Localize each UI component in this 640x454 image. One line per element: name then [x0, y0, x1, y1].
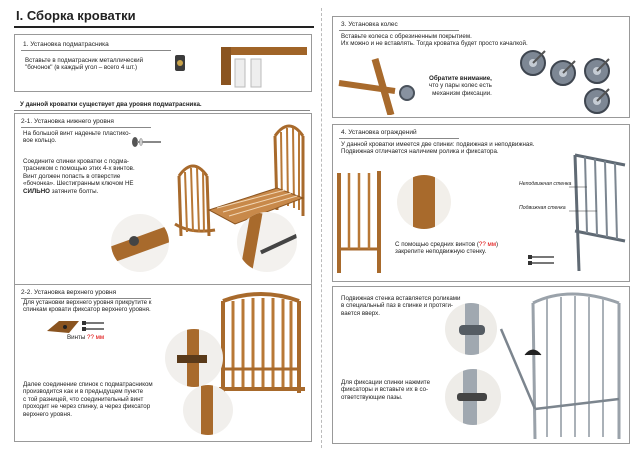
- section-2-2-detail-photo-2: [183, 385, 233, 435]
- section-1-panel: [14, 34, 312, 92]
- headboard-upper-level-illustration: [215, 289, 307, 397]
- crib-walls-diagram: [569, 151, 629, 275]
- page-title: I. Сборка кроватки: [16, 8, 136, 23]
- section-1-heading: 1. Установка подматрасника: [23, 41, 109, 48]
- title-rule: [14, 26, 314, 28]
- section-4-panel: [332, 124, 630, 282]
- section-3-text: Вставьте колеса с обрезиненным покрытием. Их можно и не вставлять. Тогда кроватка будет просто качалкой.: [341, 33, 528, 48]
- section-4-detail-photo: [397, 175, 451, 229]
- section-2-1-detail-photo-1: [111, 214, 169, 272]
- section-2-2-detail-photo: [165, 329, 223, 387]
- section-4-text: У данной кроватки имеется две спинки: подвижная и неподвижная. Подвижная отличается наличием ролика и фиксатора.: [341, 141, 535, 156]
- crib-corner-illustration: [335, 163, 395, 275]
- section-5-detail-photo-1: [445, 303, 497, 355]
- section-2-1-text-a: На большой винт наденьте пластико- вое кольцо.: [23, 130, 131, 145]
- screws-label: Винты ?? мм: [67, 334, 105, 341]
- section-2-1-rule: [21, 127, 151, 128]
- moving-wall-diagram: [499, 289, 627, 441]
- section-3-panel: [332, 16, 630, 118]
- levels-note: У данной кроватки существует два уровня подматрасника.: [20, 101, 202, 108]
- section-5-panel: [332, 286, 630, 444]
- label-moving-wall: Подвижная стенка: [519, 205, 566, 211]
- section-2-1-text-b: Соедините спинки кроватки с подма- трасником с помощью этих 4-х винтов. Винт должен попасть в отверстие «бочонка». Шестигранным ключом НЕ СИЛЬНО затяните болты.: [23, 158, 135, 195]
- screws-icon: [81, 319, 107, 333]
- section-3-note: Обратите внимание, что у пары колес есть механизм фиксации.: [429, 75, 492, 97]
- section-3-heading: 3. Установка колес: [341, 21, 398, 28]
- section-4-heading: 4. Установка ограждений: [341, 129, 417, 136]
- section-5-text-b: Для фиксации спинки нажмите фиксаторы и вставьте их в со- ответствующие пазы.: [341, 379, 431, 401]
- section-5-text-a: Подвижная стенка вставляется роликами в специальный паз в спинке и протяги- вается вверх.: [341, 295, 461, 317]
- page-fold-divider: [321, 8, 322, 448]
- mattress-base-illustration: [215, 37, 311, 89]
- section-5-detail-photo-2: [445, 369, 501, 425]
- crib-leg-with-wheel-illustration: [335, 53, 417, 115]
- section-2-2-heading: 2-2. Установка верхнего уровня: [21, 289, 117, 296]
- section-2-2-text-b: Далее соединение спинок с подматрасником производится как и в предыдущем пункте с той разницей, что соединительный винт проходит не через спинку, а через фиксатор верхнего уровня.: [23, 381, 153, 418]
- section-2-1-detail-photo-2: [237, 212, 297, 272]
- section-2-2-panel: [14, 284, 312, 442]
- section-1-rule: [21, 50, 171, 51]
- section-2-2-text-a: Для установки верхнего уровня прикрутите к спинкам кровати фиксатор верхнего уровня.: [23, 299, 152, 314]
- medium-screws-icon: [527, 253, 557, 267]
- section-2-1-heading: 2-1. Установка нижнего уровня: [21, 118, 114, 125]
- section-4-rule: [339, 138, 459, 139]
- wheels-illustration: [505, 43, 625, 117]
- barrel-nut-icon: [173, 53, 187, 73]
- section-1-text: Вставьте в подматрасник металлический "бочонок" (в каждый угол – всего 4 шт.): [25, 57, 144, 72]
- crib-low-level-illustration: [165, 106, 311, 236]
- label-fixed-wall: Неподвижная стенка: [519, 181, 572, 187]
- section-4-screw-note: С помощью средних винтов (?? мм) закрепите неподвижную стенку.: [395, 241, 499, 256]
- screw-with-ring-icon: [131, 136, 163, 148]
- section-2-1-panel: [14, 113, 312, 291]
- section-3-rule: [339, 30, 459, 31]
